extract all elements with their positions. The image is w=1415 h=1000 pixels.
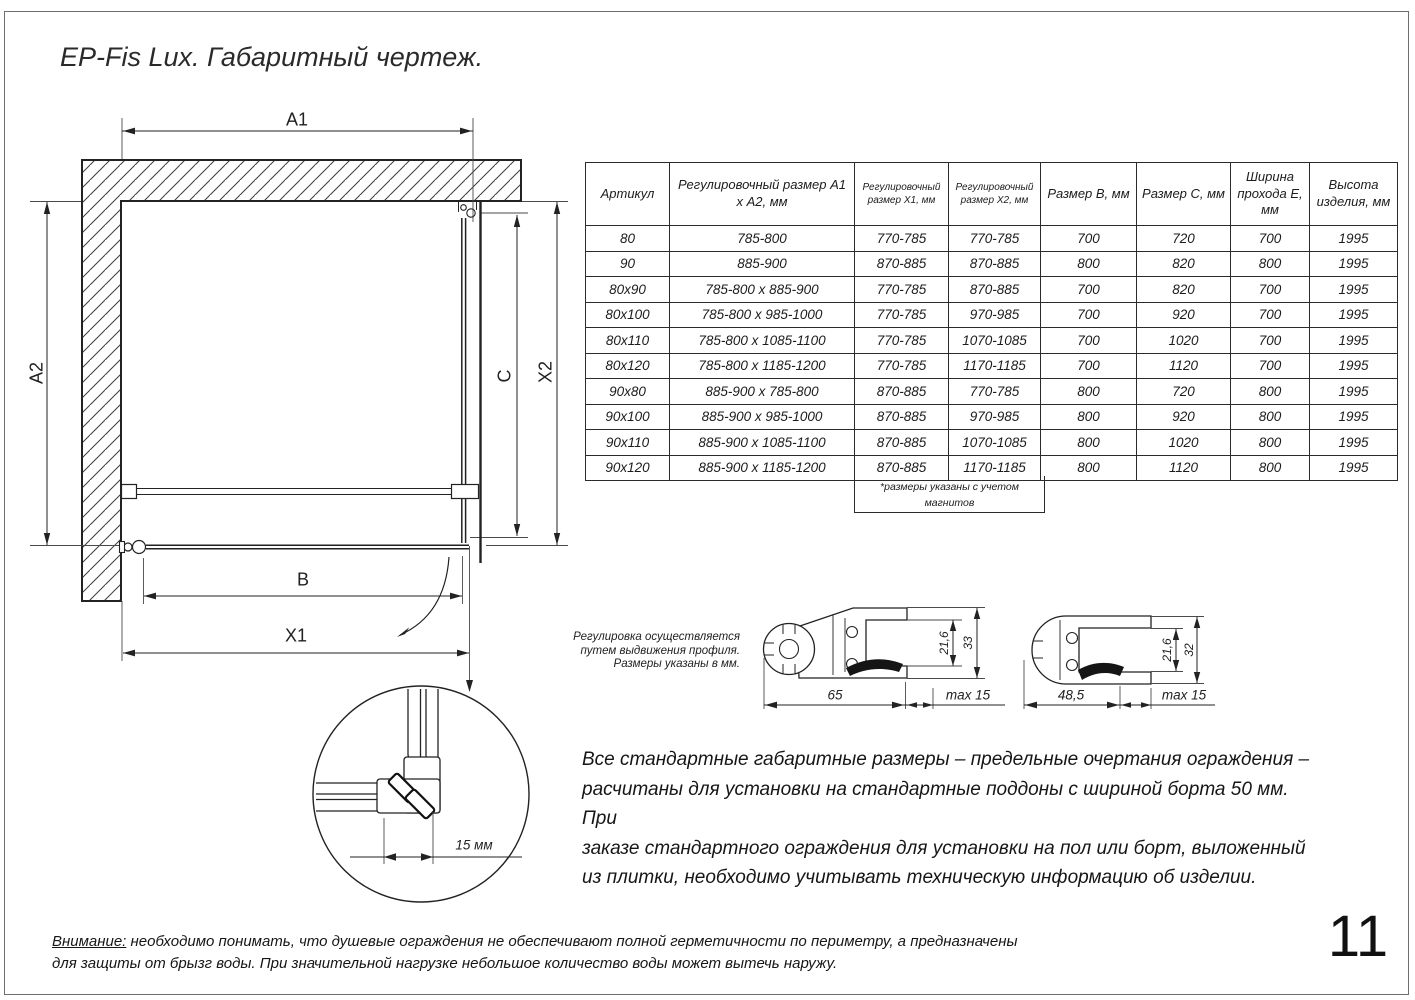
header-height: Высота изделия, мм (1310, 163, 1398, 226)
table-cell: 90x120 (586, 455, 670, 481)
dim-label-x1: X1 (284, 625, 308, 646)
table-cell: 700 (1231, 302, 1310, 328)
table-cell: 800 (1041, 251, 1137, 277)
table-cell: 1995 (1310, 379, 1398, 405)
table-cell: 800 (1041, 455, 1137, 481)
table-row (586, 302, 1398, 328)
table-cell: 885-900 x 985-1000 (670, 404, 855, 430)
table-row (586, 328, 1398, 354)
page-title: EP-Fis Lux. Габаритный чертеж. (60, 42, 484, 72)
table-cell: 720 (1137, 379, 1231, 405)
paragraph-line: заказе стандартного ограждения для установки на пол или борт, выложенный (582, 837, 1306, 859)
table-cell: 800 (1231, 379, 1310, 405)
table-cell: 770-785 (949, 379, 1041, 405)
table-cell: 1995 (1310, 302, 1398, 328)
table-cell: 770-785 (855, 277, 949, 303)
table-cell: 800 (1041, 404, 1137, 430)
paragraph-line: расчитаны для установки на стандартные поддоны с шириной борта 50 мм. При (582, 778, 1289, 829)
table-cell: 770-785 (855, 353, 949, 379)
adjustment-note-line: Размеры указаны в мм. (613, 658, 740, 670)
table-row (586, 404, 1398, 430)
dim-label-15mm: 15 мм (455, 837, 493, 853)
table-cell: 870-885 (855, 251, 949, 277)
table-cell: 1170-1185 (949, 353, 1041, 379)
table-cell: 770-785 (855, 302, 949, 328)
profile1-length-label: 65 (827, 687, 843, 703)
table-cell: 970-985 (949, 404, 1041, 430)
detail-circle (313, 686, 529, 902)
table-cell: 80 (586, 226, 670, 252)
paragraph-line: из плитки, необходимо учитывать техническую информацию об изделии. (582, 867, 1257, 888)
table-cell: 800 (1231, 455, 1310, 481)
header-e: Ширина прохода E, мм (1231, 163, 1310, 226)
header-article: Артикул (586, 163, 670, 226)
table-cell: 1170-1185 (949, 455, 1041, 481)
dim-label-c: C (494, 369, 515, 383)
table-cell: 1995 (1310, 328, 1398, 354)
table-row (586, 251, 1398, 277)
table-cell: 870-885 (949, 277, 1041, 303)
table-cell: 1020 (1137, 430, 1231, 456)
table-row (586, 353, 1398, 379)
table-row (586, 226, 1398, 252)
page-number: 11 (1327, 904, 1389, 969)
table-cell: 1070-1085 (949, 430, 1041, 456)
table-cell: 885-900 (670, 251, 855, 277)
profile1-height-label: 33 (961, 636, 975, 650)
table-cell: 700 (1041, 328, 1137, 354)
table-cell: 700 (1041, 353, 1137, 379)
profile2-length-label: 48,5 (1057, 687, 1085, 703)
table-cell: 785-800 x 1085-1100 (670, 328, 855, 354)
dim-label-a2: A2 (26, 361, 47, 385)
table-footnote: *размеры указаны с учетом магнитов (854, 476, 1045, 513)
table-cell: 800 (1041, 430, 1137, 456)
table-cell: 870-885 (949, 251, 1041, 277)
table-cell: 785-800 (670, 226, 855, 252)
table-cell: 885-900 x 785-800 (670, 379, 855, 405)
table-cell: 885-900 x 1085-1100 (670, 430, 855, 456)
table-cell: 1995 (1310, 353, 1398, 379)
table-cell: 870-885 (855, 404, 949, 430)
table-cell: 970-985 (949, 302, 1041, 328)
table-cell: 700 (1041, 226, 1137, 252)
table-cell: 90x80 (586, 379, 670, 405)
table-cell: 90 (586, 251, 670, 277)
profile1-inner-label: 21,6 (937, 631, 951, 655)
table-cell: 90x110 (586, 430, 670, 456)
table-cell: 785-800 x 985-1000 (670, 302, 855, 328)
table-row (586, 379, 1398, 405)
table-cell: 1995 (1310, 251, 1398, 277)
table-cell: 920 (1137, 302, 1231, 328)
table-cell: 700 (1231, 226, 1310, 252)
profile2-inner-label: 21,6 (1160, 638, 1174, 662)
header-x2: Регулировочный размер X2, мм (949, 163, 1041, 226)
profile2-height-label: 32 (1182, 643, 1196, 657)
table-cell: 700 (1041, 277, 1137, 303)
header-b: Размер B, мм (1041, 163, 1137, 226)
dim-label-a1: A1 (285, 109, 309, 130)
dim-label-b: B (296, 569, 310, 590)
table-cell: 80x100 (586, 302, 670, 328)
warning-note (52, 931, 1082, 974)
table-cell: 785-800 x 1185-1200 (670, 353, 855, 379)
table-row (586, 430, 1398, 456)
table-cell: 700 (1231, 277, 1310, 303)
table-cell: 1995 (1310, 404, 1398, 430)
table-cell: 1995 (1310, 226, 1398, 252)
adjustment-note-line: путем выдвижения профиля. (580, 644, 740, 657)
table-cell: 770-785 (949, 226, 1041, 252)
table-cell: 770-785 (855, 328, 949, 354)
table-cell: 800 (1231, 251, 1310, 277)
warning-text-1: необходимо понимать, что душевые ограждения не обеспечивают полной герметичности по периметру, а предназначены (126, 933, 1018, 950)
table-cell: 800 (1041, 379, 1137, 405)
table-cell: 770-785 (855, 226, 949, 252)
table-cell: 700 (1231, 328, 1310, 354)
table-cell: 80x120 (586, 353, 670, 379)
adjustment-note-line: Регулировка осуществляется (573, 631, 740, 643)
table-cell: 870-885 (855, 455, 949, 481)
header-x1: Регулировочный размер X1, мм (855, 163, 949, 226)
table-row (586, 277, 1398, 303)
table-cell: 720 (1137, 226, 1231, 252)
header-c: Размер C, мм (1137, 163, 1231, 226)
warning-line-2: для защиты от брызг воды. При значительной нагрузке небольшое количество воды может вытечь наружу. (52, 954, 838, 972)
table-cell: 700 (1041, 302, 1137, 328)
profile2-max-label: max 15 (1161, 687, 1207, 703)
standard-sizes-paragraph (582, 745, 1322, 893)
table-cell: 870-885 (855, 379, 949, 405)
paragraph-line: Все стандартные габаритные размеры – предельные очертания ограждения – (582, 749, 1310, 770)
table-cell: 785-800 x 885-900 (670, 277, 855, 303)
adjustment-note (556, 631, 740, 672)
table-header-row (586, 163, 1398, 226)
table-cell: 80x110 (586, 328, 670, 354)
warning-label: Внимание: (52, 933, 127, 950)
table-cell: 1995 (1310, 455, 1398, 481)
header-a1a2: Регулировочный размер A1 х A2, мм (670, 163, 855, 226)
table-cell: 800 (1231, 404, 1310, 430)
sizes-table (585, 162, 1398, 481)
warning-line-1 (52, 931, 1082, 953)
main-drawing (30, 118, 568, 692)
table-cell: 1020 (1137, 328, 1231, 354)
table-cell: 90x100 (586, 404, 670, 430)
table-cell: 1995 (1310, 430, 1398, 456)
table-cell: 1995 (1310, 277, 1398, 303)
table-cell: 885-900 x 1185-1200 (670, 455, 855, 481)
dim-label-x2: X2 (535, 360, 556, 384)
table-cell: 820 (1137, 251, 1231, 277)
table-cell: 80x90 (586, 277, 670, 303)
table-cell: 700 (1231, 353, 1310, 379)
table-cell: 1070-1085 (949, 328, 1041, 354)
table-cell: 870-885 (855, 430, 949, 456)
table-cell: 820 (1137, 277, 1231, 303)
table-cell: 800 (1231, 430, 1310, 456)
table-cell: 920 (1137, 404, 1231, 430)
table-cell: 1120 (1137, 353, 1231, 379)
table-cell: 1120 (1137, 455, 1231, 481)
profile1-max-label: max 15 (945, 687, 991, 703)
